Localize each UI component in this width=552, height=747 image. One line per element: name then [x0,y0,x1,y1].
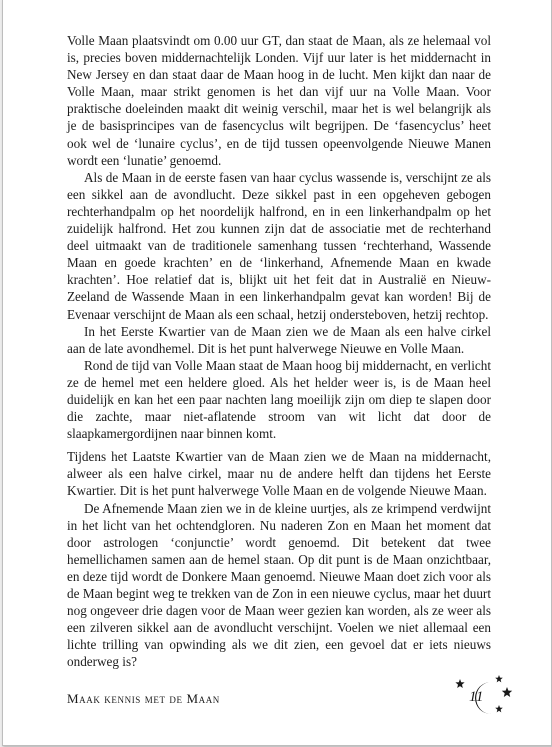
page-number: 11 [469,689,484,705]
paragraph: Tijdens het Laatste Kwartier van de Maan zien we de Maan na middernacht, alweer als een halve cirkel, maar nu de andere helft dan tijdens het Eerste Kwartier. Dit is het punt halverwege Volle Maan en de volgende Nieuwe Maan. [67,449,491,499]
book-page [2,0,552,746]
paragraph: De Afnemende Maan zien we in de kleine uurtjes, als ze krimpend verdwijnt in het licht van het ochtendgloren. Nu naderen Zon en Maan het moment dat door astrologen ‘conjunctie’ wordt genoemd. Dit betekent dat twee hemellichamen samen aan de hemel staan. Op dit punt is de Maan onzichtbaar, en deze tijd wordt de Donkere Maan genoemd. Nieuwe Maan doet zich voor als de Maan begint weg te trekken van de Zon in een nieuwe cyclus, maar het duurt nog ongeveer drie dagen voor de Maan weer gezien kan worden, als ze weer als een zilveren sikkel aan de avondlucht verschijnt. Voelen we niet allemaal een lichte trilling van opwinding als we dit zien, een gevoel dat er iets nieuws onderweg is? [67,500,491,670]
paragraph: Volle Maan plaatsvindt om 0.00 uur GT, dan staat de Maan, als ze helemaal vol is, precies boven middernachtelijk Londen. Vijf uur later is het middernacht in New Jersey en dan staat daar de Maan hoog in de lucht. Men kijkt dan naar de Volle Maan, maar strikt genomen is het dan vijf uur na Volle Maan. Voor praktische doeleinden maakt dit weinig verschil, maar het is wel belangrijk als je de basisprincipes van de fasencyclus wilt begrijpen. De ‘fasencyclus’ heet ook wel de ‘lunaire cyclus’, en de tijd tussen opeenvolgende Nieuwe Manen wordt een ‘lunatie’ genoemd. [67,33,491,168]
paragraph: Rond de tijd van Volle Maan staat de Maan hoog bij middernacht, en verlicht ze de hemel met een heldere gloed. Als het helder weer is, is de Maan heel duidelijk en kan het een paar nachten lang moeilijk zijn om diep te slapen door die zachte, maar niet-aflatende stroom van wit licht dat door de slaapkamergordijnen naar binnen komt. [67,357,491,442]
paragraph: Als de Maan in de eerste fasen van haar cyclus wassende is, verschijnt ze als een sikkel aan de avondlucht. Deze sikkel past in een opgeheven gebogen rechterhandpalm op het noordelijk halfrond, en in een linkerhandpalm op het zuidelijk halfrond. Het zou kunnen zijn dat de associatie met de rechterhand deel uitmaakt van de traditionele samenhang tussen ‘rechterhand, Wassende Maan en goede krachten’ en de ‘linkerhand, Afnemende Maan en kwade krachten’. Hoe relatief dat is, blijkt uit het feit dat in Australië en Nieuw-Zeeland de Wassende Maan in een linkerhandpalm gevat kan worden! Bij de Evenaar verschijnt de Maan als een schaal, hetzij ondersteboven, hetzij rechtop. [67,169,491,322]
crescent-moon-with-stars-icon [455,672,519,724]
running-footer-title: Maak kennis met de Maan [67,691,220,706]
body-text [67,32,491,670]
paragraph: In het Eerste Kwartier van de Maan zien we de Maan als een halve cirkel aan de late avondhemel. Dit is het punt halverwege Nieuwe en Volle Maan. [67,323,491,356]
